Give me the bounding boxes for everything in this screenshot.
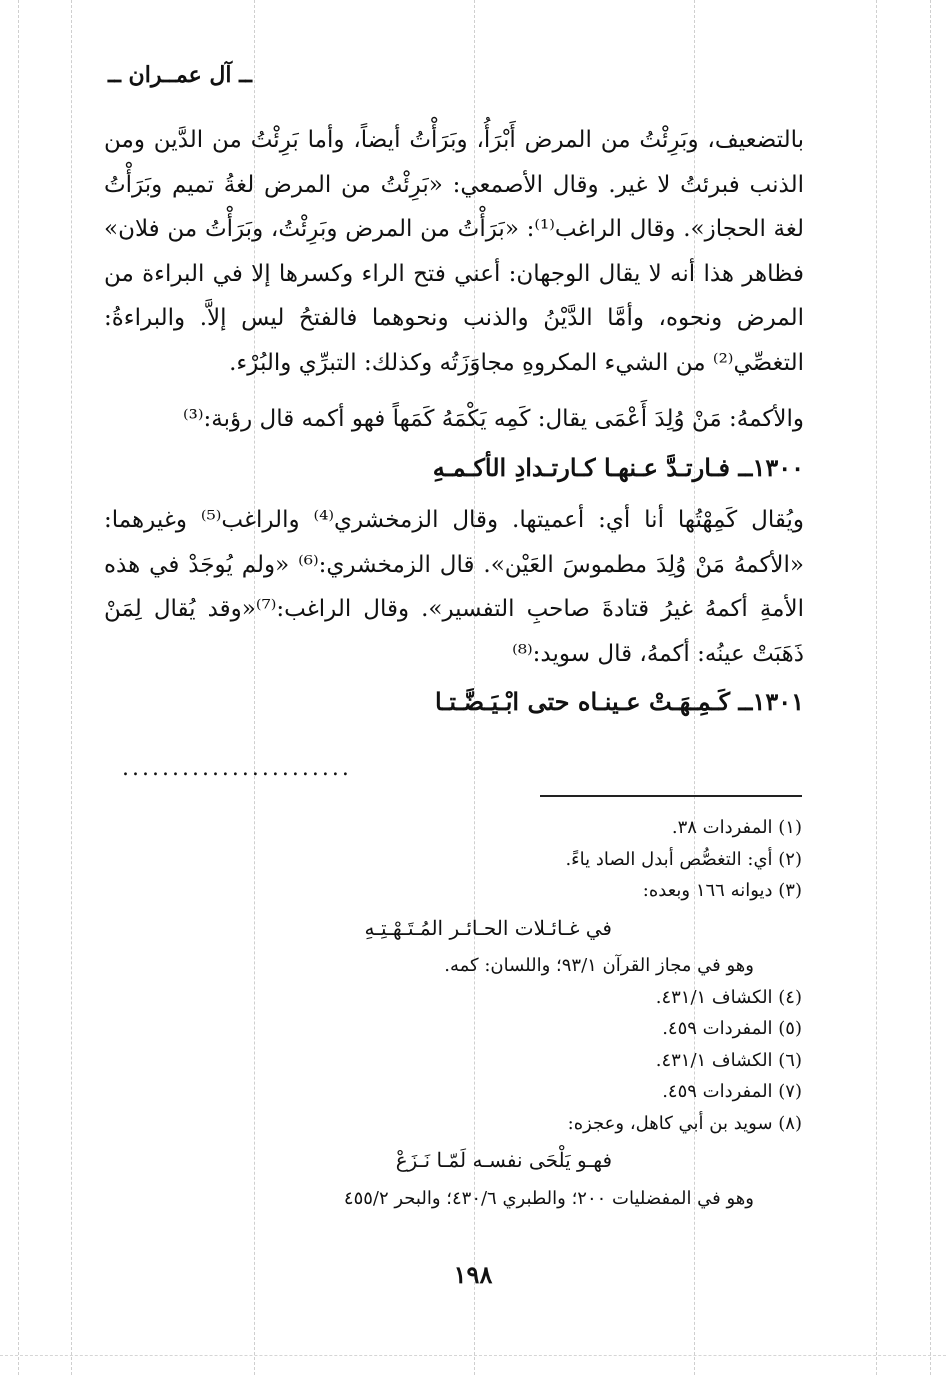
footnote-2: (٢) أي: التغصُّص أبدل الصاد ياءً. [565, 848, 802, 870]
guide-line [18, 0, 19, 1375]
guide-line [71, 0, 72, 1375]
footnote-3-note: وهو في مجاز القرآن ٩٣/١؛ واللسان: كمه. [444, 955, 754, 976]
page-number: ١٩٨ [453, 1260, 493, 1289]
footnote-1: (١) المفردات ٣٨. [671, 817, 802, 838]
main-text [104, 118, 804, 733]
footnote-5: (٥) المفردات ٤٥٩. [662, 1018, 802, 1039]
footnote-8: (٨) سويد بن أبي كاهل، وعجزه: [567, 1112, 802, 1134]
ellipsis-line: ....................... [122, 756, 352, 781]
footnote-4: (٤) الكشاف ٤٣١/١. [655, 986, 802, 1008]
paragraph-kamihtuha: ويُقال كَمِهْتُها أنا أي: أعميتها. وقال الزمخشري⁽⁴⁾ والراغب⁽⁵⁾ وغيرهما: «الأكمهُ مَنْ وُلِدَ مطموسَ العَيْن». قال الزمخشري:⁽⁶⁾ «ولم يُوجَدْ في هذه الأمةِ أكمهُ غيرُ قتادةَ صاحبِ التفسير». وقال الراغب:⁽⁷⁾«وقد يُقال لِمَنْ ذَهَبَتْ عينُه: أكمهُ، قال سويد:⁽⁸⁾ [104, 507, 804, 667]
guide-line [876, 0, 877, 1375]
verse-1301: ١٣٠١ــ كَـمِـهَـتْ عـينـاه حتى ابْـيَـضَّـتـا [435, 687, 804, 716]
footnotes [160, 812, 802, 1214]
footnote-7: (٧) المفردات ٤٥٩. [662, 1081, 802, 1102]
footnote-divider [540, 795, 802, 797]
running-header: ــ آل عمــران ــ [108, 62, 252, 88]
footnote-8-note: وهو في المفضليات ٢٠٠؛ والطبري ٤٣٠/٦؛ والبحر ٤٥٥/٢ [343, 1187, 754, 1209]
footnote-3: (٣) ديوانه ١٦٦ وبعده: [642, 880, 802, 901]
verse-1300: ١٣٠٠ــ فـارتـدَّ عـنهـا كـارتـدادِ الأكـمـهِ [432, 452, 804, 482]
footnote-6: (٦) الكشاف ٤٣١/١. [655, 1049, 802, 1071]
guide-line [0, 1355, 946, 1356]
paragraph-baraa: بالتضعيف، وبَرِئْتُ من المرض أَبْرَأُ، وبَرَأْتُ أيضاً، وأما بَرِئْتُ من الدَّين ومن الذنب فبرئتُ لا غير. وقال الأصمعي: «بَرِئْتُ من المرض لغةُ تميم وبَرَأْتُ لغة الحجاز». وقال الراغب⁽¹⁾: «بَرَأْتُ من المرض وبَرِئْتُ، وبَرَأْتُ من فلان» فظاهر هذا أنه لا يقال الوجهان: أعني فتح الراء وكسرها إلا في البراءة من المرض ونحوه، وأمَّا الدَّيْنُ والذنب ونحوهما فالفتحُ ليس إلاَّ. والبراءةُ: التغصِّي⁽²⁾ من الشيء المكروهِ مجاوَزَتُه وكذلك: التبرِّي والبُرْء. [104, 127, 804, 376]
footnote-3-verse: في غـائـلات الحـائـر المُـتَـهْـتِـهِ [364, 915, 612, 940]
paragraph-akmah: والأكمهُ: مَنْ وُلِدَ أَعْمَى يقال: كَمِه يَكْمَهُ كَمَهاً فهو أكمه قال رؤبة:⁽³⁾ [182, 406, 804, 432]
guide-line [930, 0, 931, 1375]
footnote-8-verse: فهـو يَلْحَى نفسـه لَمّـا نَـزَعْ [395, 1148, 612, 1172]
